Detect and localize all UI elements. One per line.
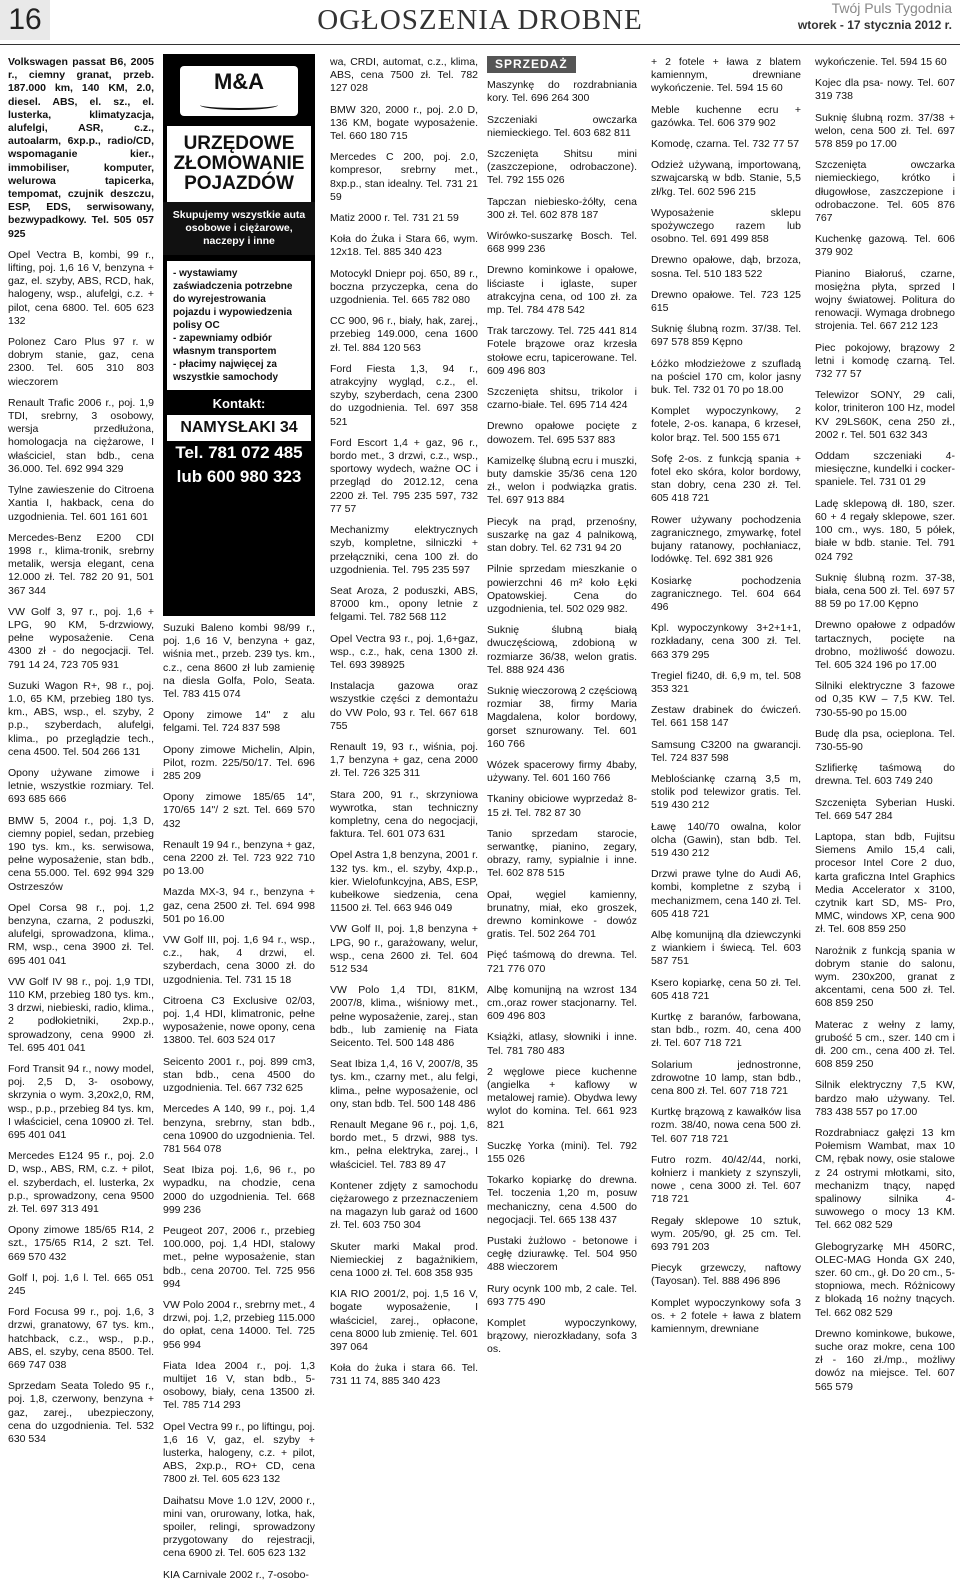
classified-ad: Pięć taśmową do drewna. Tel. 721 776 070 xyxy=(487,949,637,975)
ad-logo-text: M&A xyxy=(213,69,265,94)
classified-ad: Opel Astra 1,8 benzyna, 2001 r. 132 tys. km., el. szyby, 4xp.p., kier. Wielofunkcyjna, ABS, ESP, kubełkowe siedzenia, cena 11500 zł. Tel. 663 946 049 xyxy=(330,849,478,915)
classified-ad: Volkswagen passat B6, 2005 r., ciemny granat, przeb. 187.000 km, 140 KM, 2.0, diesel. ABS, el. sz., el. lusterka, klimatyzacja, alufelgi, ASR, c.z., autoalarm, 6xp.p., radio/CD, wspomaganie kier., immobiliser, komputer, welurowa tapicerka, tempomat, czujnik deszczu, ESP, EDS, serwisowany, bezwypadkowy. Tel. 505 057 925 xyxy=(8,56,154,240)
column-3 xyxy=(330,56,478,1397)
classified-ad: Tregiel fi240, dł. 6,9 m, tel. 508 353 321 xyxy=(651,669,801,695)
classified-ad: Renault 19, 93 r., wiśnia, poj. 1,7 benzyna + gaz, cena 2000 zł. Tel. 726 325 311 xyxy=(330,740,478,780)
section-label-sale: SPRZEDAŻ xyxy=(487,56,576,73)
classified-ad: Ławę 140/70 owalna, kolor olcha (Gawin), stan bdb. Tel. 519 430 212 xyxy=(651,820,801,859)
classified-ad: Opony zimowe 185/65 R14, 2 szt., 175/65 R14, 2 szt. Tel. 669 570 432 xyxy=(8,1224,154,1263)
column-4 xyxy=(487,56,637,1365)
classified-ad: Opony zimowe 14" z alu felgami. Tel. 724 837 598 xyxy=(163,709,315,735)
classified-ad: Maszynkę do rozdrabniania kory. Tel. 696 264 300 xyxy=(487,79,637,105)
classified-ad: Suknię ślubną białą dwuczęściową, zdobioną w rozmiarze 36/38, welon gratis. Tel. 888 924 436 xyxy=(487,624,637,676)
classified-ad: KIA Carnivale 2002 r., 7-osobo- xyxy=(163,1568,309,1581)
classified-ad: Komplet wypoczynkowy sofa 3 os. + 2 fotele + ława z blatem kamiennym, drewniane xyxy=(651,1296,801,1336)
classified-ad: Golf I, poj. 1,6 l. Tel. 665 051 245 xyxy=(8,1271,154,1298)
classified-ad: Drzwi prawe tylne do Audi A6, kombi, kompletne z szybą i mechanizmem, cena 140 zł. Tel. 605 418 721 xyxy=(651,868,801,920)
classified-ad: Kurtkę brązową z kawałków lisa rozm. 38/40, nowa cena 500 zł. Tel. 607 718 721 xyxy=(651,1106,801,1145)
classified-ad: + 2 fotele + ława z blatem kamiennym, drewniane wykończenie. Tel. 594 15 60 xyxy=(651,56,801,95)
classified-ad: Samsung C3200 na gwarancji. Tel. 724 837 598 xyxy=(651,738,801,764)
classified-ad: 2 węglowe piece kuchenne (angielka + kaflowy w metalowej ramie). Obydwa lewy wylot do komina. Tel. 661 923 821 xyxy=(487,1065,637,1131)
classified-ad: Szczenięta shitsu, trikolor i czarno-białe. Tel. 695 714 424 xyxy=(487,386,637,412)
classified-ad: Szczenięta Syberian Huski. Tel. 669 547 284 xyxy=(815,796,955,822)
classified-ad: Telewizor SONY, 29 cali, kolor, triniteron 100 Hz, model KV 29LS60K, cena 250 zł., 2002 r. Tel. 501 632 343 xyxy=(815,389,955,441)
classified-ad: Ford Focusa 99 r., poj. 1,6, 3 drzwi, granatowy, 67 tys. km., hatchback, c.z., wsp., p.p., ABS, el. szyby, cena 8500. Tel. 669 747 038 xyxy=(8,1306,154,1372)
classified-ad: Pianino Białoruś, czarne, mosiężna płyta, sprzed I wojny światowej. Politura do renowacji. Wymaga drobnego strojenia. Tel. 667 212 123 xyxy=(815,267,955,333)
classified-ad: Piec pokojowy, brązowy 2 letni i komodę czarną. Tel. 732 77 57 xyxy=(815,341,955,381)
classified-ad: KIA RIO 2001/2, poj. 1,5 16 V, bogate wyposażenie, I właściciel, zarej., opłacone, cena 8000 lub zmienię. Tel. 601 397 064 xyxy=(330,1288,478,1354)
classified-ad: Tanio sprzedam starocie, serwantkę, pianino, zegary, obrazy, ramy, sypialnie i inne. Tel. 602 878 515 xyxy=(487,827,637,880)
classified-ad: Suknię ślubną rozm. 37-38, biała, cena 500 zł. Tel. 697 57 88 59 po 17.00 Kępno xyxy=(815,571,955,611)
classified-ad: Tkaniny obiciowe wyprzedaż 8-15 zł. Tel. 782 87 30 xyxy=(487,793,637,819)
classified-ad: Wirówko-suszarkę Bosch. Tel. 668 999 236 xyxy=(487,230,637,256)
classified-ad: Szczeniaki owczarka niemieckiego. Tel. 603 682 811 xyxy=(487,113,637,139)
classified-ad: Ford Escort 1,4 + gaz, 96 r., bordo met., 3 drzwi, c.z., wsp., sportowy wydech, ważne OC i przegląd do 2012.12, cena 2200 zł. Tel. 795 235 597, 732 77 57 xyxy=(330,436,478,515)
classified-ad: Motocykl Dniepr poj. 650, 89 r., boczna przyczepka, cena do uzgodnienia. Tel. 665 782 080 xyxy=(330,267,478,307)
classified-ad: Mazda MX-3, 94 r., benzyna + gaz, cena 2500 zł. Tel. 694 998 501 po 16.00 xyxy=(163,886,315,925)
classified-ad: VW Golf 3, 97 r., poj. 1,6 + LPG, 90 KM, 5-drzwiowy, pełne wyposażenie. Cena 4300 zł - do negocjacji. Tel. 791 14 24, 723 705 931 xyxy=(8,605,154,671)
classified-ad: Daihatsu Move 1.0 12V, 2000 r., mini van, orurowany, lotka, hak, spoiler, relingi, sprowadzony przygotowany do rejestracji, cena 6900 zł. Tel. 605 623 132 xyxy=(163,1494,315,1560)
classified-ad: Odzież używaną, importowaną, szwajcarską w bdb. Stanie, 5,5 zł/kg. Tel. 602 596 215 xyxy=(651,159,801,198)
classified-ad: Ladę sklepową dł. 180, szer. 60 + 4 regały sklepowe, szer. 100 cm., wys. 180, 5 półek, białe w bdb. stanie. Tel. 791 024 792 xyxy=(815,497,955,563)
classified-ad: Rury ocynk 100 mb, 2 cale. Tel. 693 775 490 xyxy=(487,1282,637,1308)
ad-contact-label: Kontakt: xyxy=(212,396,266,411)
classified-ad: Sofę 2-os. z funkcją spania + fotel eko skóra, kolor bordowy, stan dobry, cena 230 zł. Tel. 605 418 721 xyxy=(651,452,801,505)
classified-ad: Narożnik z funkcją spania w dobrym stanie do salonu, wym. 230x200, granat z akcentami, cena 500 zł. Tel. 608 859 250 xyxy=(815,944,955,1010)
classified-ad: Drewno opałowe z odpadów tartacznych, pocięte na drobno, możliwość dowozu. Tel. 605 324 196 po 17.00 xyxy=(815,619,955,671)
classified-ad: Mercedes E124 95 r., poj. 2.0 D, wsp., ABS, RM, c.z. + pilot, el. szyberdach, el. lusterka, 2x p.p., sprowadzony, cena 9500 zł. Tel. 697 313 491 xyxy=(8,1150,154,1216)
classified-ad: BMW 320, 2000 r., poj. 2.0 D, 136 KM, bogate wyposażenie. Tel. 660 180 715 xyxy=(330,103,478,143)
classified-ad: Ford Fiesta 1,3, 94 r., atrakcyjny wygląd, c.z., el. szyby, szyberdach, cena 2300 do uzgodnienia. Tel. 697 358 521 xyxy=(330,362,478,428)
classified-ad: Materac z wełny z lamy, grubość 5 cm., szer. 140 cm i dł. 200 cm., cena 400 zł. Tel. 608 859 250 xyxy=(815,1018,955,1071)
classified-ad: Drewno kominkowe i opałowe, liściaste i iglaste, super atrakcyjna cena, od 100 zł. za mp. Tel. 784 478 542 xyxy=(487,264,637,317)
classified-ad: Polonez Caro Plus 97 r. w dobrym stanie, gaz, cena 2300. Tel. 605 310 803 wieczorem xyxy=(8,336,154,388)
classified-ad: Skuter marki Makal prod. Niemieckiej z bagażnikiem, cena 1000 zł. Tel. 608 358 935 xyxy=(330,1240,478,1280)
ad-logo xyxy=(180,66,298,116)
classified-ad: Stara 200, 91 r., skrzyniowa wywrotka, stan techniczny kompletny, cena do negocjacji, faktura. Tel. 601 073 631 xyxy=(330,788,478,841)
classified-ad: Suczkę Yorka (mini). Tel. 792 155 026 xyxy=(487,1139,637,1166)
classified-ad: Szczenięta owczarka niemieckiego, krótko i długowłose, zaszczepione i odrobaczone. Tel. 605 876 767 xyxy=(815,159,955,225)
classified-ad: Tapczan niebiesko-żółty, cena 300 zł. Tel. 602 878 187 xyxy=(487,195,637,221)
classified-ad: Futro rozm. 40/42/44, norki, kołnierz i mankiety z szynszyli, nowe , cena 3000 zł. Tel. 607 718 721 xyxy=(651,1153,801,1206)
classified-ad: Wyposażenie sklepu spożywczego razem lub osobno. Tel. 691 499 858 xyxy=(651,206,801,246)
column-1 xyxy=(8,56,154,1454)
classified-ad: VW Polo 2004 r., srebrny met., 4 drzwi, poj. 1,2, przebieg 115.000 do opłat, cena 14000. Tel. 725 956 994 xyxy=(163,1298,315,1351)
classified-ad: Peugeot 207, 2006 r., przebieg 100.000, poj. 1,4 HDI, stalowy met., pełne wyposażenie, stan bdb., cena 20700. Tel. 725 956 994 xyxy=(163,1224,315,1290)
classified-ad: Ford Transit 94 r., nowy model, poj. 2,5 D, 3- osobowy, skrzynia o wym. 3,20x2,0, RM, wsp., p.p., przebieg 84 tys. km, I właściciel, cena 10900 zł. Tel. 695 401 041 xyxy=(8,1063,154,1142)
classified-ad: Drewno opałowe. Tel. 723 125 615 xyxy=(651,288,801,315)
classified-ad: Sprzedam Seata Toledo 95 r., poj. 1,8, czerwony, benzyna + gaz, zarej., ubezpieczony, cena do uzgodnienia. Tel. 532 630 534 xyxy=(8,1380,154,1446)
classified-ad: VW Golf III, poj. 1,6 94 r., wsp., c.z., hak, 4 drzwi, el. szyberdach, cena 3000 zł. do uzgodnienia. Tel. 731 15 18 xyxy=(163,934,315,986)
page-number: 16 xyxy=(0,0,50,40)
classified-ad: Meble kuchenne ecru + gazówka. Tel. 606 379 902 xyxy=(651,103,801,129)
classified-ad: Mercedes A 140, 99 r., poj. 1,4 benzyna, srebrny, stan bdb., cena 10900 do uzgodnienia. Tel. 781 564 078 xyxy=(163,1103,315,1155)
classified-ad: Pustaki żużlowo - betonowe i cegłę dziurawkę. Tel. 504 950 488 wieczorem xyxy=(487,1235,637,1274)
classified-ad: Kurtkę z baranów, farbowana, stan bdb., rozm. 40, cena 400 zł. Tel. 607 718 721 xyxy=(651,1010,801,1050)
classified-ad: Silnik elektryczny 7,5 KW, bardzo mało używany. Tel. 783 438 557 po 17.00 xyxy=(815,1079,955,1118)
classified-ad: Opel Vectra 99 r., po liftingu, poj. 1,6 16 V, gaz, el. szyby + lusterka, halogeny, c.z. + pilot, ABS, 2xp.p., RO+ CD, cena 7800 zł. Tel. 605 623 132 xyxy=(163,1420,315,1486)
column-2 xyxy=(163,622,315,1590)
column-5 xyxy=(651,56,801,1344)
classified-ad: Suknię wieczorową 2 częściową rozmiar 38, firmy Maria Magdalena, kolor bordowy, gorset sznurowany. Tel. 601 160 766 xyxy=(487,684,637,750)
car-icon xyxy=(200,100,278,110)
classified-ad: Albę komunijną dla dziewczynki z wiankiem i świecą. Tel. 603 587 751 xyxy=(651,928,801,968)
classified-ad: Kojec dla psa- nowy. Tel. 607 319 738 xyxy=(815,77,955,103)
classified-ad: wa, CRDI, automat, c.z., klima, ABS, cena 7500 zł. Tel. 782 127 028 xyxy=(330,56,478,95)
classified-ad: Oddam szczeniaki 4-miesięczne, kundelki i cocker-spaniele. Tel. 731 01 29 xyxy=(815,450,955,489)
classified-ad: Albę komunijną na wzrost 134 cm.,oraz rower stacjonarny. Tel. 609 496 803 xyxy=(487,983,637,1023)
classified-ad: wykończenie. Tel. 594 15 60 xyxy=(815,56,947,68)
classified-ad: Komodę, czarna. Tel. 732 77 57 xyxy=(651,138,800,151)
ad-service-item: - wystawiamy zaświadczenia potrzebne do wyrejestrowania pojazdu i wypowiedzenia polisy OC xyxy=(173,268,293,331)
section-title: OGŁOSZENIA DROBNE xyxy=(317,4,643,36)
classified-ad: Silniki elektryczne 3 fazowe od 0,35 KW – 7,5 KW. Tel. 730-55-90 po 15.00 xyxy=(815,680,955,719)
classified-ad: CC 900, 96 r., biały, hak, zarej., przebieg 149.000, cena 1600 zł. Tel. 884 120 563 xyxy=(330,315,478,354)
classified-ad: VW Polo 1,4 TDI, 81KM, 2007/8, klima., wiśniowy met., pełne wyposażenie, zarej., stan bdb., lub zamienię na Fiata Seicento. Tel. 500 148 486 xyxy=(330,984,478,1049)
header-rule xyxy=(0,44,960,45)
newspaper-brand: Twój Puls Tygodnia xyxy=(831,0,952,16)
classified-ad: Mercedes C 200, poj. 2.0, kompresor, srebrny met., 8xp.p., stan idealny. Tel. 731 21 59 xyxy=(330,151,478,203)
classified-ad: Regały sklepowe 10 sztuk, wym. 205/90, gł. 25 cm. Tel. 693 791 203 xyxy=(651,1214,801,1254)
classified-ad: BMW 5, 2004 r., poj. 1,3 D, ciemny popiel, sedan, przebieg 190 tys. km., ks. serwisowa, pełne wyposażenie, stan bdb., cena 55.000. Tel. 692 994 329 Ostrzeszów xyxy=(8,814,154,893)
classified-ad: Piecyk na prąd, przenośny, suszarkę na gaz 4 palnikową, stan dobry. Tel. 62 731 94 20 xyxy=(487,515,637,555)
classified-ad: Seat Ibiza poj. 1,6, 96 r., po wypadku, na chodzie, cena 2000 do uzgodnienia. Tel. 668 999 236 xyxy=(163,1164,315,1216)
classified-ad: Tokarko kopiarkę do drewna. Tel. toczenia 1,20 m, posuw mechaniczny, cena 4.500 do negocjacji. Tel. 665 138 437 xyxy=(487,1174,637,1226)
classified-ad: Opel Vectra 93 r., poj. 1,6+gaz, wsp., c.z., hak, cena 1300 zł. Tel. 693 398925 xyxy=(330,632,478,671)
classified-ad: Rower używany pochodzenia zagranicznego, zmywarkę, fotel bujany ratanowy, pochłaniacz, lodówkę. Tel. 692 381 926 xyxy=(651,513,801,566)
classified-ad: Tylne zawieszenie do Citroena Xantia I, hakback, cena do uzgodnienia. Tel. 601 161 601 xyxy=(8,484,154,523)
classified-ad: Wózek spacerowy firmy 4baby, używany. Tel. 601 160 766 xyxy=(487,758,637,785)
classified-ad: Pilnie sprzedam mieszkanie o powierzchni 46 m² koło Łęki Opatowskiej. Cena do uzgodnienia, tel. 502 029 982. xyxy=(487,563,637,615)
classified-ad: Opony zimowe 185/65 14", 170/65 14"/ 2 szt. Tel. 669 570 432 xyxy=(163,791,315,830)
classified-ad: Opel Vectra B, kombi, 99 r., lifting, poj. 1,6 16 V, benzyna + gaz, el. szyby, ABS, RCD, hak, halogeny, wsp., alufelgi, c.z. + pilot, cena 6800. Tel. 605 623 132 xyxy=(8,248,154,327)
classified-ad: Suzuki Baleno kombi 98/99 r., poj. 1,6 16 V, benzyna + gaz, wiśnia met., przeb. 239 tys. km., c.z., cena 8600 zł lub zamienię na diesla Golfa, Polo, Seata. Tel. 783 415 074 xyxy=(163,622,315,701)
classified-ad: Glebogryzarkę MH 450RC, OLEC-MAG Honda GX 240, szer. 60 cm., gł. Do 20 cm., 5- stopniowa, mech. Różnicowy z blokadą 16 nożny tnących. Tel. 662 082 529 xyxy=(815,1240,955,1319)
classified-ad: Trak tarczowy. Tel. 725 441 814 Fotele brązowe oraz krzesła stołowe ecru, tapicerowane. Tel. 609 496 803 xyxy=(487,325,637,377)
classified-ad: Citroena C3 Exclusive 02/03, poj. 1,4 HDI, klimatronic, pełne wyposażenie, nowe opony, cena 13800. Tel. 603 524 017 xyxy=(163,994,315,1047)
classified-ad: Drewno opałowe, dąb, brzoza, sosna. Tel. 510 183 522 xyxy=(651,254,801,280)
classified-ad: Drewno kominkowe, bukowe, suche oraz mokre, cena 100 zł - 160 zł./mp., możliwy dowóz na miejsce. Tel. 607 565 579 xyxy=(815,1327,955,1393)
classified-ad: Książki, atlasy, słowniki i inne. Tel. 781 780 483 xyxy=(487,1031,637,1057)
classified-ad: Instalacja gazowa oraz wszystkie części z demontażu do VW Polo, 93 r. Tel. 667 618 755 xyxy=(330,680,478,732)
classified-ad: Budę dla psa, ocieplona. Tel. 730-55-90 xyxy=(815,727,955,753)
page-header xyxy=(0,0,960,44)
classified-ad: Ksero kopiarkę, cena 50 zł. Tel. 605 418 721 xyxy=(651,976,801,1002)
classified-ad: Opał, węgiel kamienny, brunatny, miał, eko groszek, drewno kominkowe - dowóz gratis. Tel. 502 264 701 xyxy=(487,888,637,941)
classified-ad: Piecyk grzewczy, naftowy (Tayosan). Tel. 888 496 896 xyxy=(651,1262,801,1288)
classified-ad: Kosiarkę pochodzenia zagranicznego. Tel. 604 664 496 xyxy=(651,574,801,613)
classified-ad: Szlifierkę taśmową do drewna. Tel. 603 749 240 xyxy=(815,762,955,788)
classified-ad: Szczenięta Shitsu mini (zaszczepione, odrobaczone). Tel. 792 155 026 xyxy=(487,148,637,187)
classified-ad: Rozdrabniacz gałęzi 13 km Połemism Wambat, max 10 CM, rębak nowy, osie stalowe z 24 ostrymi młotkami, sito, mechanizm tnący, napęd spalinowy silnika 4- suwowego o mocy 13 KM. Tel. 662 082 529 xyxy=(815,1127,955,1232)
classified-ad: Solarium jednostronne, zdrowotne 10 lamp, stan bdb., cena 800 zł. Tel. 607 718 721 xyxy=(651,1058,801,1097)
classified-ad: Koła do żuka i stara 66. Tel. 731 11 74, 885 340 423 xyxy=(330,1362,478,1388)
classified-ad: Komplet wypoczynkowy, brązowy, nierozkładany, sofa 3 os. xyxy=(487,1317,637,1356)
ad-services-list xyxy=(167,261,311,390)
ad-phone-1: Tel. 781 072 485 xyxy=(163,441,315,465)
classified-ad: Kuchenkę gazową. Tel. 606 379 902 xyxy=(815,233,955,259)
classified-ad: VW Golf II, poj. 1,8 benzyna + LPG, 90 r., garażowany, welur, wsp., cena 2600 zł. Tel. 604 512 534 xyxy=(330,923,478,975)
classified-ad: Suknię ślubną rozm. 37/38. Tel. 697 578 859 Kępno xyxy=(651,323,801,349)
classified-ad: Kamizelkę ślubną ecru i muszki, buty damskie 35/36 cena 120 zł., welon i podwiązka gratis. Tel. 697 913 884 xyxy=(487,454,637,507)
classified-ad: Meblościankę czarną 3,5 m, stolik pod telewizor gratis. Tel. 519 430 212 xyxy=(651,772,801,812)
classified-ad: Koła do Żuka i Stara 66, wym. 12x18. Tel. 885 340 423 xyxy=(330,233,478,259)
classified-ad: Matiz 2000 r. Tel. 731 21 59 xyxy=(330,212,459,225)
classified-ad: Renault Megane 96 r., poj. 1,6, bordo met., 5 drzwi, 988 tys. km., pełna elektryka, zarej., I właściciel. Tel. 783 89 47 xyxy=(330,1119,478,1171)
classified-ad: Łóżko młodzieżowe z szufladą na pościel 170 cm, kolor jasny buk. Tel. 732 01 70 po 18.00 xyxy=(651,357,801,397)
classified-ad: VW Golf IV 98 r., poj. 1,9 TDI, 110 KM, przebieg 180 tys. km., 3 drzwi, niebieski, radio, klima., 2 podłokietniki, 2xp.p., sprowadzony, cena 9900 zł. Tel. 695 401 041 xyxy=(8,975,154,1054)
classified-ad: Fiata Idea 2004 r., poj. 1,3 multijet 16 V, stan bdb., 5-osobowy, biały, cena 13500 zł. Tel. 785 714 293 xyxy=(163,1359,315,1412)
ad-service-item: - zapewniamy odbiór własnym transportem xyxy=(173,333,277,357)
classified-ad: Renault 19 94 r., benzyna + gaz, cena 2200 zł. Tel. 723 922 710 po 13.00 xyxy=(163,838,315,878)
classified-ad: Opony zimowe Michelin, Alpin, Pilot, rozm. 225/50/17. Tel. 696 285 209 xyxy=(163,743,315,783)
ad-headline: URZĘDOWE ZŁOMOWANIE POJAZDÓW xyxy=(167,126,311,202)
classified-ad: Seat Ibiza 1,4, 16 V, 2007/8, 35 tys. km., czarny met., alu felgi, klima., pełne wyposażenie, ocl ony, stan bdb. Tel. 500 148 486 xyxy=(330,1058,478,1110)
classified-ad: Kontener zdjęty z samochodu ciężarowego z przeznaczeniem na magazyn lub garaż od 1600 zł. Tel. 603 750 304 xyxy=(330,1179,478,1232)
classified-ad: Laptopa, stan bdb, Fujitsu Siemens Amilo 15,4 cali, procesor Intel Core 2 duo, karta graficzna Intel Graphics Media Accelerator x 3100, czytnik kart SD, MS- Pro, MMC, windows XP, cena 900 zł. Tel. 608 859 250 xyxy=(815,830,955,936)
ad-address: NAMYSŁAKI 34 xyxy=(167,415,311,441)
ad-tagline: Skupujemy wszystkie auta osobowe i ciężarowe, naczepy i inne xyxy=(163,202,315,255)
classified-ad: Mechanizmy elektrycznych szyb, kompletne, silniczki + przełączniki, cena 100 zł. do uzgodnienia. Tel. 795 235 597 xyxy=(330,524,478,576)
column-6 xyxy=(815,56,955,1402)
scrapyard-advertisement xyxy=(163,54,315,616)
classified-ad: Opel Corsa 98 r., poj. 1,2 benzyna, czarna, 2 poduszki, alufelgi, sprowadzona, klima., RM, wsp., cena 3900 zł. Tel. 695 401 041 xyxy=(8,901,154,967)
classified-ad: Seicento 2001 r., poj. 899 cm3, stan bdb., cena 4500 do uzgodnienia. Tel. 667 732 625 xyxy=(163,1055,315,1095)
classified-ad: Renault Trafic 2006 r., poj. 1,9 TDI, srebrny, 3 osobowy, wersja przedłużona, homologacja na ciężarowe, I właściciel, stan bdb., cena 36.000. Tel. 692 994 329 xyxy=(8,396,154,475)
classified-ad: Opony używane zimowe i letnie, wszystkie rozmiary. Tel. 693 685 666 xyxy=(8,766,154,806)
ad-service-item: - płacimy najwięcej za wszystkie samochody xyxy=(173,359,279,383)
classified-ad: Suzuki Wagon R+, 98 r., poj. 1.0, 65 KM, przebieg 180 tys. km., ABS, wsp., el. szyby, 2 p.p., szyberdach, alufelgi, klima., po przeglądzie tech., cena 4500. Tel. 504 266 131 xyxy=(8,679,154,758)
classified-ad: Seat Aroza, 2 poduszki, ABS, 87000 km., opony letnie z felgami. Tel. 782 568 112 xyxy=(330,584,478,624)
classified-ad: Zestaw drabinek do ćwiczeń. Tel. 661 158 147 xyxy=(651,704,801,730)
classified-ad: Suknię ślubną rozm. 37/38 + welon, cena 500 zł. Tel. 697 578 859 po 17.00 xyxy=(815,111,955,151)
classified-ad: Drewno opałowe pocięte z dowozem. Tel. 695 537 883 xyxy=(487,420,637,446)
classified-ad: Mercedes-Benz E200 CDI 1998 r., klima-tronik, srebrny metalik, wersja elegant, cena 12.000 zł. Tel. 782 20 91, 501 367 344 xyxy=(8,531,154,597)
issue-date: wtorek - 17 stycznia 2012 r. xyxy=(797,18,952,32)
classified-ad: Kpl. wypoczynkowy 3+2+1+1, rozkładany, cena 300 zł. Tel. 663 379 295 xyxy=(651,622,801,661)
ad-phone-2: lub 600 980 323 xyxy=(163,465,315,489)
classified-ad: Komplet wypoczynkowy, 2 fotele, 2-os. kanapa, 6 krzeseł, kolor brąz. Tel. 500 155 671 xyxy=(651,405,801,444)
